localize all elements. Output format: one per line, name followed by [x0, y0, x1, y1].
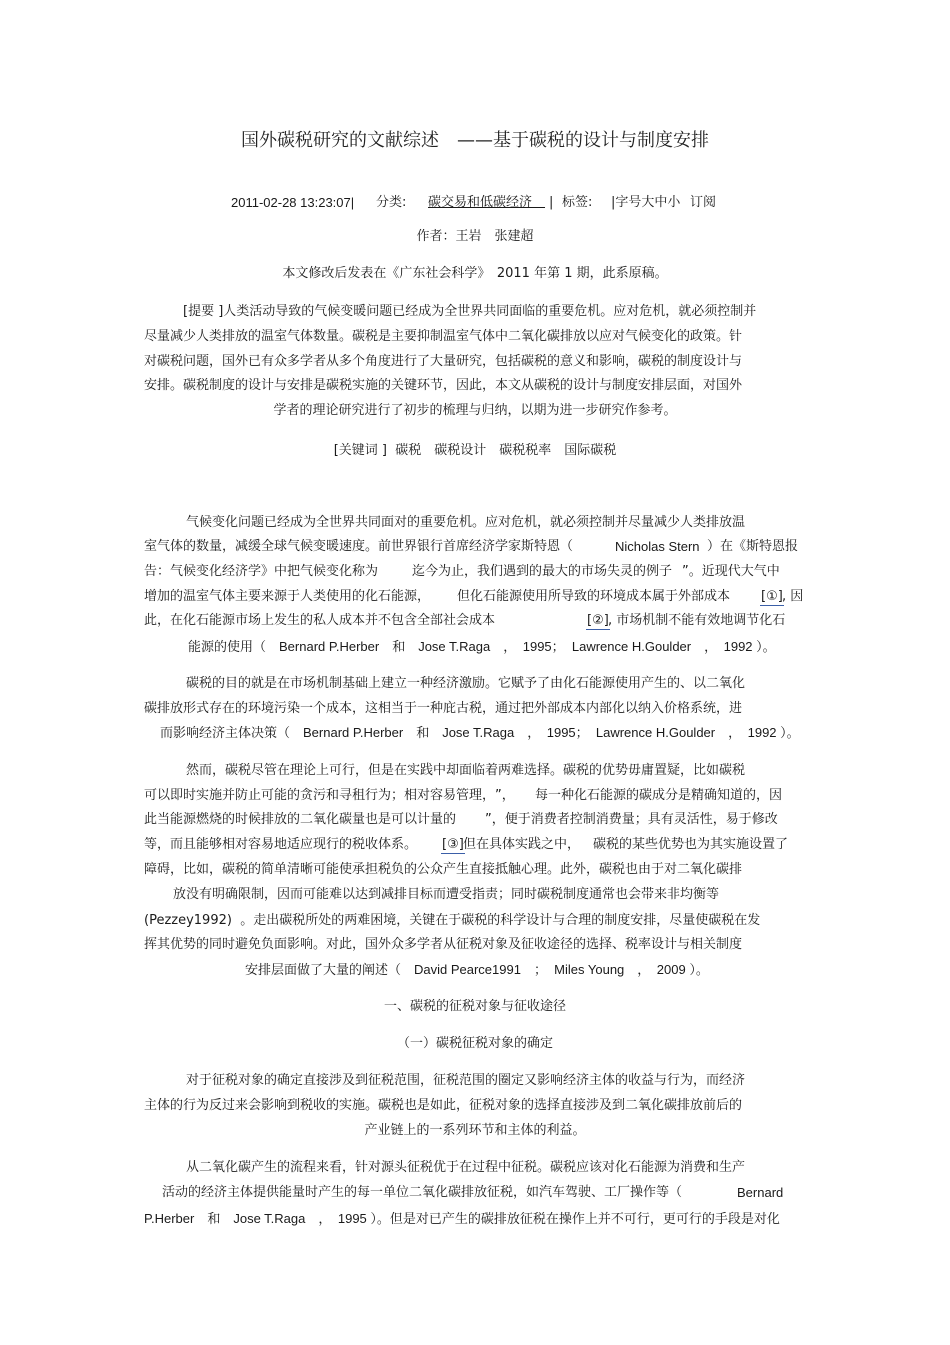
category-label: 分类:	[376, 195, 407, 210]
paragraph-line: 障碍，比如，碳税的简单清晰可能使承担税负的公众产生直接抵触心理。此外，碳税也由于对二氧化碳排	[144, 862, 743, 877]
paragraph-line: 从二氧化碳产生的流程来看，针对源头征税优于在过程中征税。碳税应该对化石能源为消费和生产	[186, 1160, 746, 1175]
font-size-control[interactable]: |字号大中小	[611, 195, 681, 210]
paragraph-line: 等，而且能够相对容易地适应现行的税收体系。	[144, 837, 418, 852]
abstract-line: 尽量减少人类排放的温室气体数量。碳税是主要抑制温室气体中二氧化碳排放以应对气候变化的政策。针	[144, 329, 743, 344]
paragraph-line: 碳税的某些优势也为其实施设置了	[593, 837, 789, 852]
subsection-heading: （一）碳税征税对象的确定	[396, 1036, 553, 1051]
paragraph-line: 碳税的目的就是在市场机制基础上建立一种经济激励。它赋予了由化石能源使用产生的、以二氧化	[186, 676, 746, 691]
post-datetime: 2011-02-28 13:23:07|	[231, 195, 355, 210]
paragraph-line: , 因	[782, 589, 804, 604]
paragraph-line: ”。近现代大气中	[682, 564, 780, 579]
paragraph-line: 能源的使用（ Bernard P.Herber 和 Jose T.Raga ， 1995； Lawrence H.Goulder ， 1992 ）。	[188, 639, 776, 654]
paragraph-line: 气候变化问题已经成为全世界共同面对的重要危机。应对危机，就必须控制并尽量减少人类排放温	[186, 515, 746, 530]
paragraph-line: 放没有明确限制，因而可能难以达到减排目标而遭受指责；同时碳税制度通常也会带来非均衡等	[173, 887, 720, 902]
paragraph-line: 每一种化石能源的碳成分是精确知道的，因	[535, 788, 783, 803]
paragraph-line: 增加的温室气体主要来源于人类使用的化石能源，	[144, 589, 431, 604]
page-title: 国外碳税研究的文献综述 ——基于碳税的设计与制度安排	[241, 130, 709, 151]
paragraph-line: 挥其优势的同时避免负面影响。对此，国外众多学者从征税对象及征收途径的选择、税率设计与相关制度	[144, 937, 743, 952]
abstract-line: 安排。碳税制度的设计与安排是碳税实施的关键环节，因此，本文从碳税的设计与制度安排层面，对国外	[144, 378, 743, 393]
paragraph-line: , 市场机制不能有效地调节化石	[608, 613, 786, 628]
category-link[interactable]: 碳交易和低碳经济	[428, 195, 546, 210]
paragraph-line: P.Herber 和 Jose T.Raga ， 1995 ）。但是对已产生的碳排放征税在操作上并不可行，更可行的手段是对化	[144, 1211, 780, 1226]
paragraph-line: 主体的行为反过来会影响到税收的实施。碳税也是如此，征税对象的选择直接涉及到二氧化碳排放前后的	[144, 1098, 743, 1113]
footnote-ref-1[interactable]: [①]	[761, 589, 783, 604]
paragraph-line: 安排层面做了大量的阐述（ David Pearce1991 ； Miles Young ， 2009 ）。	[245, 962, 709, 977]
paragraph-line: 可以即时实施并防止可能的贪污和寻租行为；相对容易管理，	[144, 788, 496, 803]
footnote-ref-2[interactable]: [②]	[587, 613, 609, 628]
paragraph-line: 产业链上的一系列环节和主体的利益。	[364, 1123, 586, 1138]
footnote-ref-3[interactable]: [③]	[442, 837, 464, 852]
paragraph-line: 迄今为止，我们遇到的最大的市场失灵的例子	[412, 564, 673, 579]
paragraph-line: (Pezzey1992) 。走出碳税所处的两难困境，关键在于碳税的科学设计与合理的制度安排，尽量使碳税在发	[144, 913, 761, 928]
paragraph-line: ”，便于消费者控制消费量；具有灵活性，易于修改	[485, 812, 778, 827]
paragraph-line: 然而，碳税尽管在理论上可行，但是在实践中却面临着两难选择。碳税的优势毋庸置疑，比如碳税	[186, 763, 746, 778]
paragraph-line: 而影响经济主体决策（ Bernard P.Herber 和 Jose T.Raga ， 1995； Lawrence H.Goulder ， 1992 ）。	[160, 725, 800, 740]
meta-separator: |	[549, 195, 554, 210]
paragraph-line: 室气体的数量，减缓全球气候变暖速度。前世界银行首席经济学家斯特恩（	[144, 539, 574, 554]
abstract-line: [提要 ]人类活动导致的气候变暖问题已经成为全世界共同面临的重要危机。应对危机，就必须控制并	[183, 304, 757, 319]
paragraph-line: 告：气候变化经济学》中把气候变化称为	[144, 564, 379, 579]
paragraph-line: ）在《斯特恩报	[707, 539, 799, 554]
paragraph-line: Nicholas Stern	[615, 539, 700, 554]
paragraph-line: 但在具体实践之中，	[463, 837, 581, 852]
abstract-line: 对碳税问题，国外已有众多学者从多个角度进行了大量研究，包括碳税的意义和影响，碳税的制度设计与	[144, 354, 743, 369]
paragraph-line: Bernard	[737, 1185, 784, 1200]
paragraph-line: 但化石能源使用所导致的环境成本属于外部成本	[457, 589, 731, 604]
paragraph-line: 碳排放形式存在的环境污染一个成本，这相当于一种庇古税，通过把外部成本内部化以纳入价格系统，进	[144, 701, 743, 716]
paragraph-line: 此，在化石能源市场上发生的私人成本并不包含全部社会成本	[144, 613, 496, 628]
paragraph-line: 此当能源燃烧的时候排放的二氧化碳量也是可以计量的	[144, 812, 457, 827]
authors: 作者：王岩 张建超	[416, 229, 534, 244]
paragraph-line: ”，	[495, 788, 515, 803]
keywords: [关键词 ] 碳税 碳税设计 碳税税率 国际碳税	[333, 443, 617, 458]
publication-note: 本文修改后发表在《广东社会科学》 2011 年第 1 期，此系原稿。	[282, 266, 668, 281]
tags-label: 标签:	[562, 195, 593, 210]
subscribe-link[interactable]: 订阅	[690, 195, 717, 210]
paragraph-line: 对于征税对象的确定直接涉及到征税范围，征税范围的圈定又影响经济主体的收益与行为，而经济	[186, 1073, 746, 1088]
abstract-line: 学者的理论研究进行了初步的梳理与归纳，以期为进一步研究作参考。	[273, 403, 677, 418]
section-heading: 一、碳税的征税对象与征收途径	[383, 999, 566, 1014]
paragraph-line: 活动的经济主体提供能量时产生的每一单位二氧化碳排放征税，如汽车驾驶、工厂操作等（	[162, 1185, 683, 1200]
